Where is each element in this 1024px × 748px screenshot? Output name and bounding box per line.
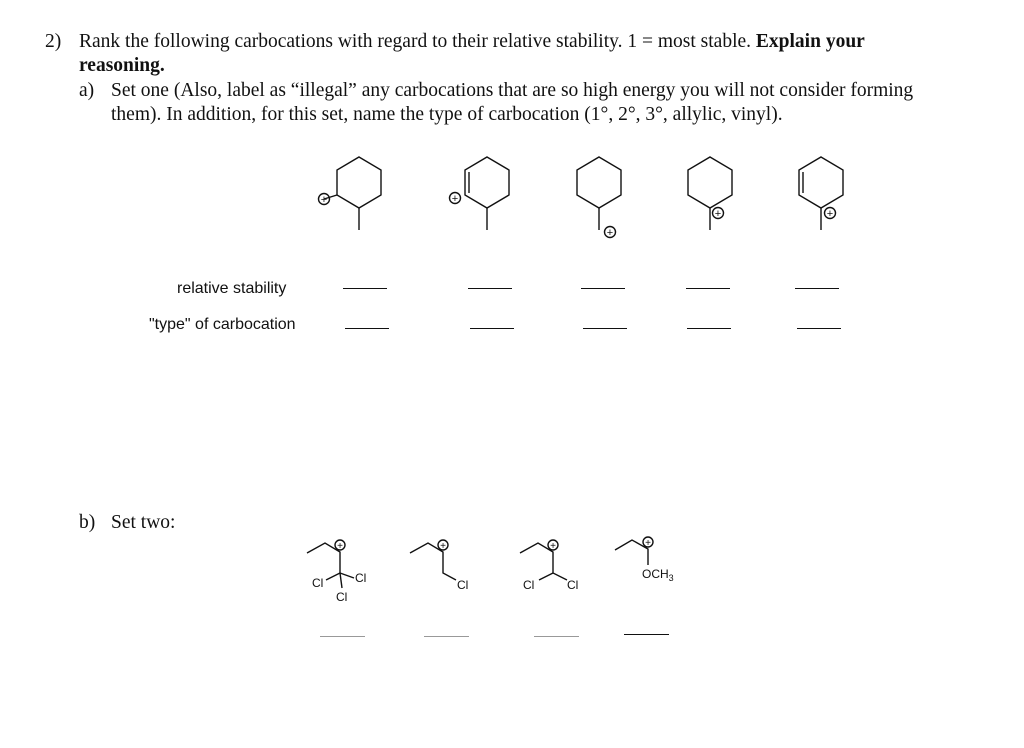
charge-symbol: + [320,194,328,206]
substituent-och3: $OCH_3$ [642,567,674,583]
row-label-relative-stability: relative stability [177,280,287,297]
carbocation-a3 [577,157,621,238]
substituent-cl: Cl [567,578,579,592]
part-b-text: Set two: [111,512,176,533]
charge-symbol: + [606,227,614,239]
charge-symbol: + [337,541,343,552]
substituent-cl: Cl [355,571,367,585]
charge-symbol: + [826,208,834,220]
part-a-line1: Set one (Also, label as “illegal” any carbocations that are so high energy you will not consider forming [111,80,914,101]
substituent-cl: Cl [457,578,469,592]
carbocation-a2 [450,157,510,230]
charge-symbol: + [451,193,459,205]
charge-symbol: + [550,541,556,552]
charge-symbol: + [714,208,722,220]
carbocation-b3 [520,540,567,580]
carbocation-a4 [688,157,732,230]
substituent-cl: Cl [523,578,535,592]
question-intro: Rank the following carbocations with regard to their relative stability. 1 = most stable. [79,31,752,52]
question-number: 2) [45,31,62,52]
part-a-line2: them). In addition, for this set, name the type of carbocation (1°, 2°, 3°, allylic, vinyl). [111,104,783,125]
charge-symbol: + [645,538,651,549]
substituent-cl: Cl [312,576,324,590]
question-intro-bold-2: reasoning. [79,55,165,76]
substituent-cl: Cl [336,590,348,604]
carbocation-a1 [319,157,382,230]
charge-symbol: + [440,541,446,552]
carbocation-b2 [410,540,456,580]
row-label-type: "type" of carbocation [149,316,296,333]
part-b-label: b) [79,512,96,533]
question-intro-bold: Explain your [755,31,865,52]
part-a-label: a) [79,80,95,101]
carbocation-a5 [799,157,843,230]
